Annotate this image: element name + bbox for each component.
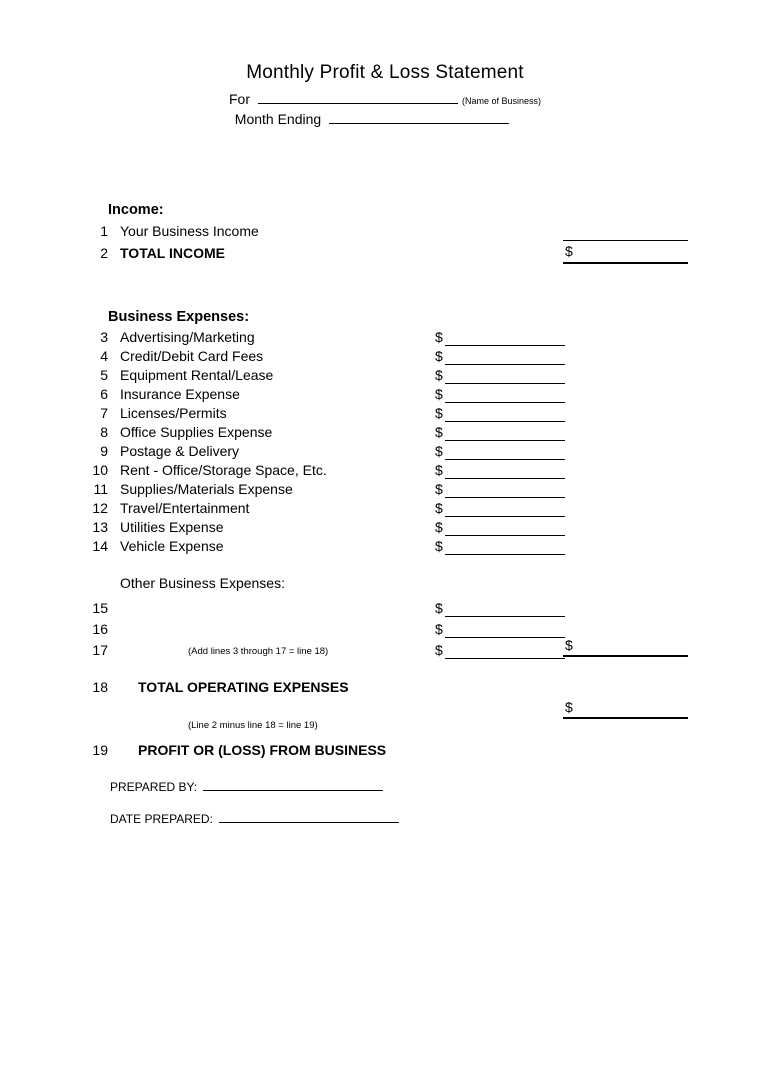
line-label: Credit/Debit Card Fees <box>120 348 264 364</box>
expense-row <box>78 519 718 538</box>
line-number: 4 <box>100 348 108 364</box>
prepared-by-label: PREPARED BY: <box>110 780 198 794</box>
expense-row-list <box>78 329 718 557</box>
amount-rule[interactable] <box>445 554 565 555</box>
dollar-sign: $ <box>435 500 443 516</box>
amount-rule[interactable] <box>445 364 565 365</box>
amount-rule[interactable] <box>445 535 565 536</box>
business-name-note: (Name of Business) <box>461 96 542 106</box>
amount-rule[interactable] <box>445 497 565 498</box>
expense-row <box>78 500 718 519</box>
line-number: 17 <box>92 642 108 658</box>
line-number: 16 <box>92 621 108 637</box>
amount-rule[interactable] <box>445 658 565 659</box>
line-number: 18 <box>92 679 108 695</box>
expenses-heading: Business Expenses: <box>108 309 250 325</box>
other-expense-row <box>78 600 718 621</box>
amount-rule[interactable] <box>445 440 565 441</box>
for-label: For <box>228 91 250 107</box>
income-heading: Income: <box>108 202 164 218</box>
amount-rule[interactable] <box>445 345 565 346</box>
other-expense-row <box>78 621 718 642</box>
line-label: Travel/Entertainment <box>120 500 250 516</box>
expense-row <box>78 329 718 348</box>
line-label: PROFIT OR (LOSS) FROM BUSINESS <box>138 742 387 758</box>
amount-rule[interactable] <box>445 516 565 517</box>
dollar-sign: $ <box>435 481 443 497</box>
line-number: 2 <box>100 245 108 261</box>
amount-rule[interactable] <box>445 421 565 422</box>
line-label: Advertising/Marketing <box>120 329 255 345</box>
expense-row <box>78 348 718 367</box>
amount-rule-total-income[interactable] <box>563 262 688 264</box>
line-number: 5 <box>100 367 108 383</box>
date-prepared-label: DATE PREPARED: <box>110 812 213 826</box>
month-ending-label: Month Ending <box>234 111 322 127</box>
dollar-sign: $ <box>565 637 573 653</box>
dollar-sign: $ <box>435 462 443 478</box>
line-number: 10 <box>92 462 108 478</box>
statement-body <box>78 202 718 761</box>
expense-row <box>78 538 718 557</box>
other-expenses-heading: Other Business Expenses: <box>120 575 285 591</box>
other-expense-row-list <box>78 600 718 663</box>
amount-rule[interactable] <box>445 402 565 403</box>
amount-rule[interactable] <box>445 383 565 384</box>
expense-row <box>78 367 718 386</box>
line-label: Your Business Income <box>120 223 259 239</box>
line-number: 6 <box>100 386 108 402</box>
line-label: Supplies/Materials Expense <box>120 481 293 497</box>
expense-row <box>78 386 718 405</box>
other-expense-row <box>78 642 718 663</box>
page-title: Monthly Profit & Loss Statement <box>246 62 524 83</box>
dollar-sign: $ <box>435 642 443 658</box>
line-number: 1 <box>100 223 108 239</box>
dollar-sign: $ <box>565 243 573 259</box>
dollar-sign: $ <box>435 329 443 345</box>
line-label: TOTAL OPERATING EXPENSES <box>138 679 349 695</box>
line-label: Postage & Delivery <box>120 443 240 459</box>
amount-rule[interactable] <box>445 459 565 460</box>
other-expenses-heading-row <box>78 575 718 594</box>
dollar-sign: $ <box>435 621 443 637</box>
dollar-sign: $ <box>435 443 443 459</box>
line-number: 9 <box>100 443 108 459</box>
line-number: 7 <box>100 405 108 421</box>
line-number: 11 <box>93 481 108 497</box>
prepared-by-input[interactable] <box>203 790 383 791</box>
line-label: Insurance Expense <box>120 386 240 402</box>
amount-rule[interactable] <box>445 616 565 617</box>
dollar-sign: $ <box>435 405 443 421</box>
line-number: 13 <box>92 519 108 535</box>
dollar-sign: $ <box>435 367 443 383</box>
dollar-sign: $ <box>435 424 443 440</box>
dollar-sign: $ <box>435 519 443 535</box>
profit-loss-statement-page <box>0 62 770 1086</box>
amount-rule-total-operating[interactable] <box>563 655 688 657</box>
dollar-sign: $ <box>435 600 443 616</box>
dollar-sign: $ <box>435 538 443 554</box>
month-ending-line <box>0 111 770 127</box>
amount-rule[interactable] <box>445 478 565 479</box>
dollar-sign: $ <box>435 386 443 402</box>
expense-row <box>78 424 718 443</box>
line-label: Rent - Office/Storage Space, Etc. <box>120 462 327 478</box>
profit-loss-row <box>78 742 718 761</box>
total-operating-expenses-row <box>78 679 718 698</box>
line-number: 19 <box>92 742 108 758</box>
amount-rule[interactable] <box>445 637 565 638</box>
line-number: 12 <box>92 500 108 516</box>
line-number: 8 <box>100 424 108 440</box>
total-operating-note: (Add lines 3 through 17 = line 18) <box>188 646 329 657</box>
line-label: Licenses/Permits <box>120 405 227 421</box>
line-label: Equipment Rental/Lease <box>120 367 274 383</box>
line-label: TOTAL INCOME <box>120 245 225 261</box>
dollar-sign: $ <box>435 348 443 364</box>
amount-rule-profit-loss[interactable] <box>563 717 688 719</box>
expense-row <box>78 462 718 481</box>
date-prepared-line <box>110 812 399 826</box>
line-label: Office Supplies Expense <box>120 424 273 440</box>
business-name-line <box>0 91 770 107</box>
prepared-by-line <box>110 780 383 794</box>
amount-rule-income[interactable] <box>563 240 688 241</box>
line-label: Vehicle Expense <box>120 538 224 554</box>
expense-row <box>78 443 718 462</box>
line-number: 14 <box>92 538 108 554</box>
line-number: 15 <box>92 600 108 616</box>
line-number: 3 <box>100 329 108 345</box>
dollar-sign: $ <box>565 699 573 715</box>
expense-row <box>78 405 718 424</box>
expense-row <box>78 481 718 500</box>
business-name-input[interactable] <box>258 103 458 104</box>
line-label: Utilities Expense <box>120 519 224 535</box>
profit-loss-note: (Line 2 minus line 18 = line 19) <box>188 720 318 731</box>
month-ending-input[interactable] <box>329 123 509 124</box>
date-prepared-input[interactable] <box>219 822 399 823</box>
